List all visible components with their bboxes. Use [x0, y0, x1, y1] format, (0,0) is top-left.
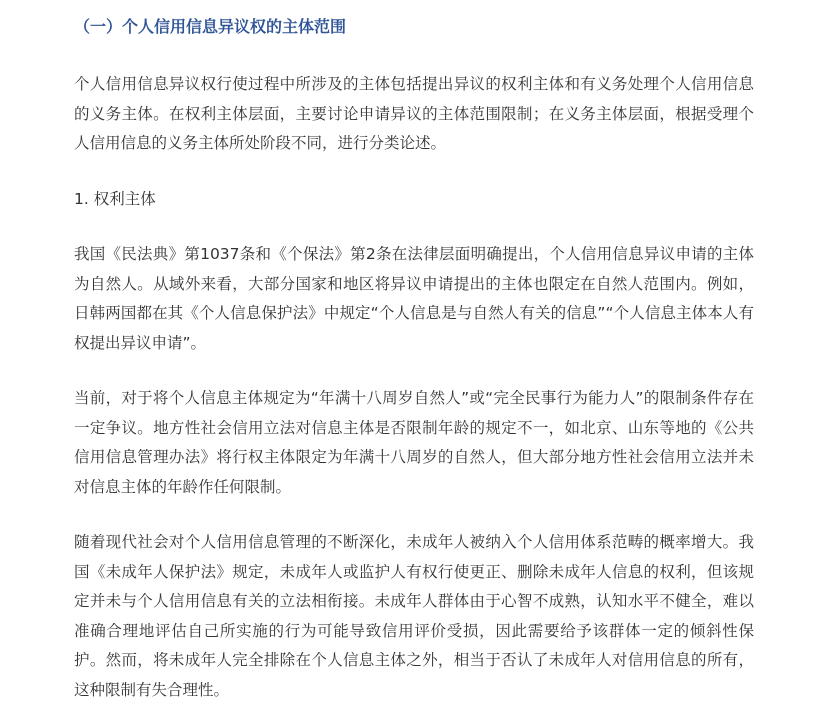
section-heading: （一）个人信用信息异议权的主体范围: [74, 17, 347, 36]
paragraph-age-dispute: 当前，对于将个人信息主体规定为“年满十八周岁自然人”或“完全民事行为能力人”的限制条件存在一定争议。地方性社会信用立法对信息主体是否限制年龄的规定不一，如北京、山东等地的《公共信用信息管理办法》将行权主体限定为年满十八周岁的自然人，但大部分地方性社会信用立法并未对信息主体的年龄作任何限制。: [74, 389, 754, 496]
subheading-rights-subject: 1. 权利主体: [74, 190, 156, 208]
paragraph-intro: 个人信用信息异议权行使过程中所涉及的主体包括提出异议的权利主体和有义务处理个人信用信息的义务主体。在权利主体层面，主要讨论申请异议的主体范围限制；在义务主体层面，根据受理个人信用信息的义务主体所处阶段不同，进行分类论述。: [74, 75, 754, 152]
paragraph-minors: 随着现代社会对个人信用信息管理的不断深化，未成年人被纳入个人信用体系范畴的概率增大。我国《未成年人保护法》规定，未成年人或监护人有权行使更正、删除未成年人信息的权利，但该规定并未与个人信用信息有关的立法相衔接。未成年人群体由于心智不成熟，认知水平不健全，难以准确合理地评估自己所实施的行为可能导致信用评价受损，因此需要给予该群体一定的倾斜性保护。然而，将未成年人完全排除在个人信息主体之外，相当于否认了未成年人对信用信息的所有，这种限制有失合理性。: [74, 533, 754, 699]
paragraph-civil-code: 我国《民法典》第1037条和《个保法》第2条在法律层面明确提出，个人信用信息异议申请的主体为自然人。从域外来看，大部分国家和地区将异议申请提出的主体也限定在自然人范围内。例如，日韩两国都在其《个人信息保护法》中规定“个人信息是与自然人有关的信息”“个人信息主体本人有权提出异议申请”。: [74, 245, 754, 352]
